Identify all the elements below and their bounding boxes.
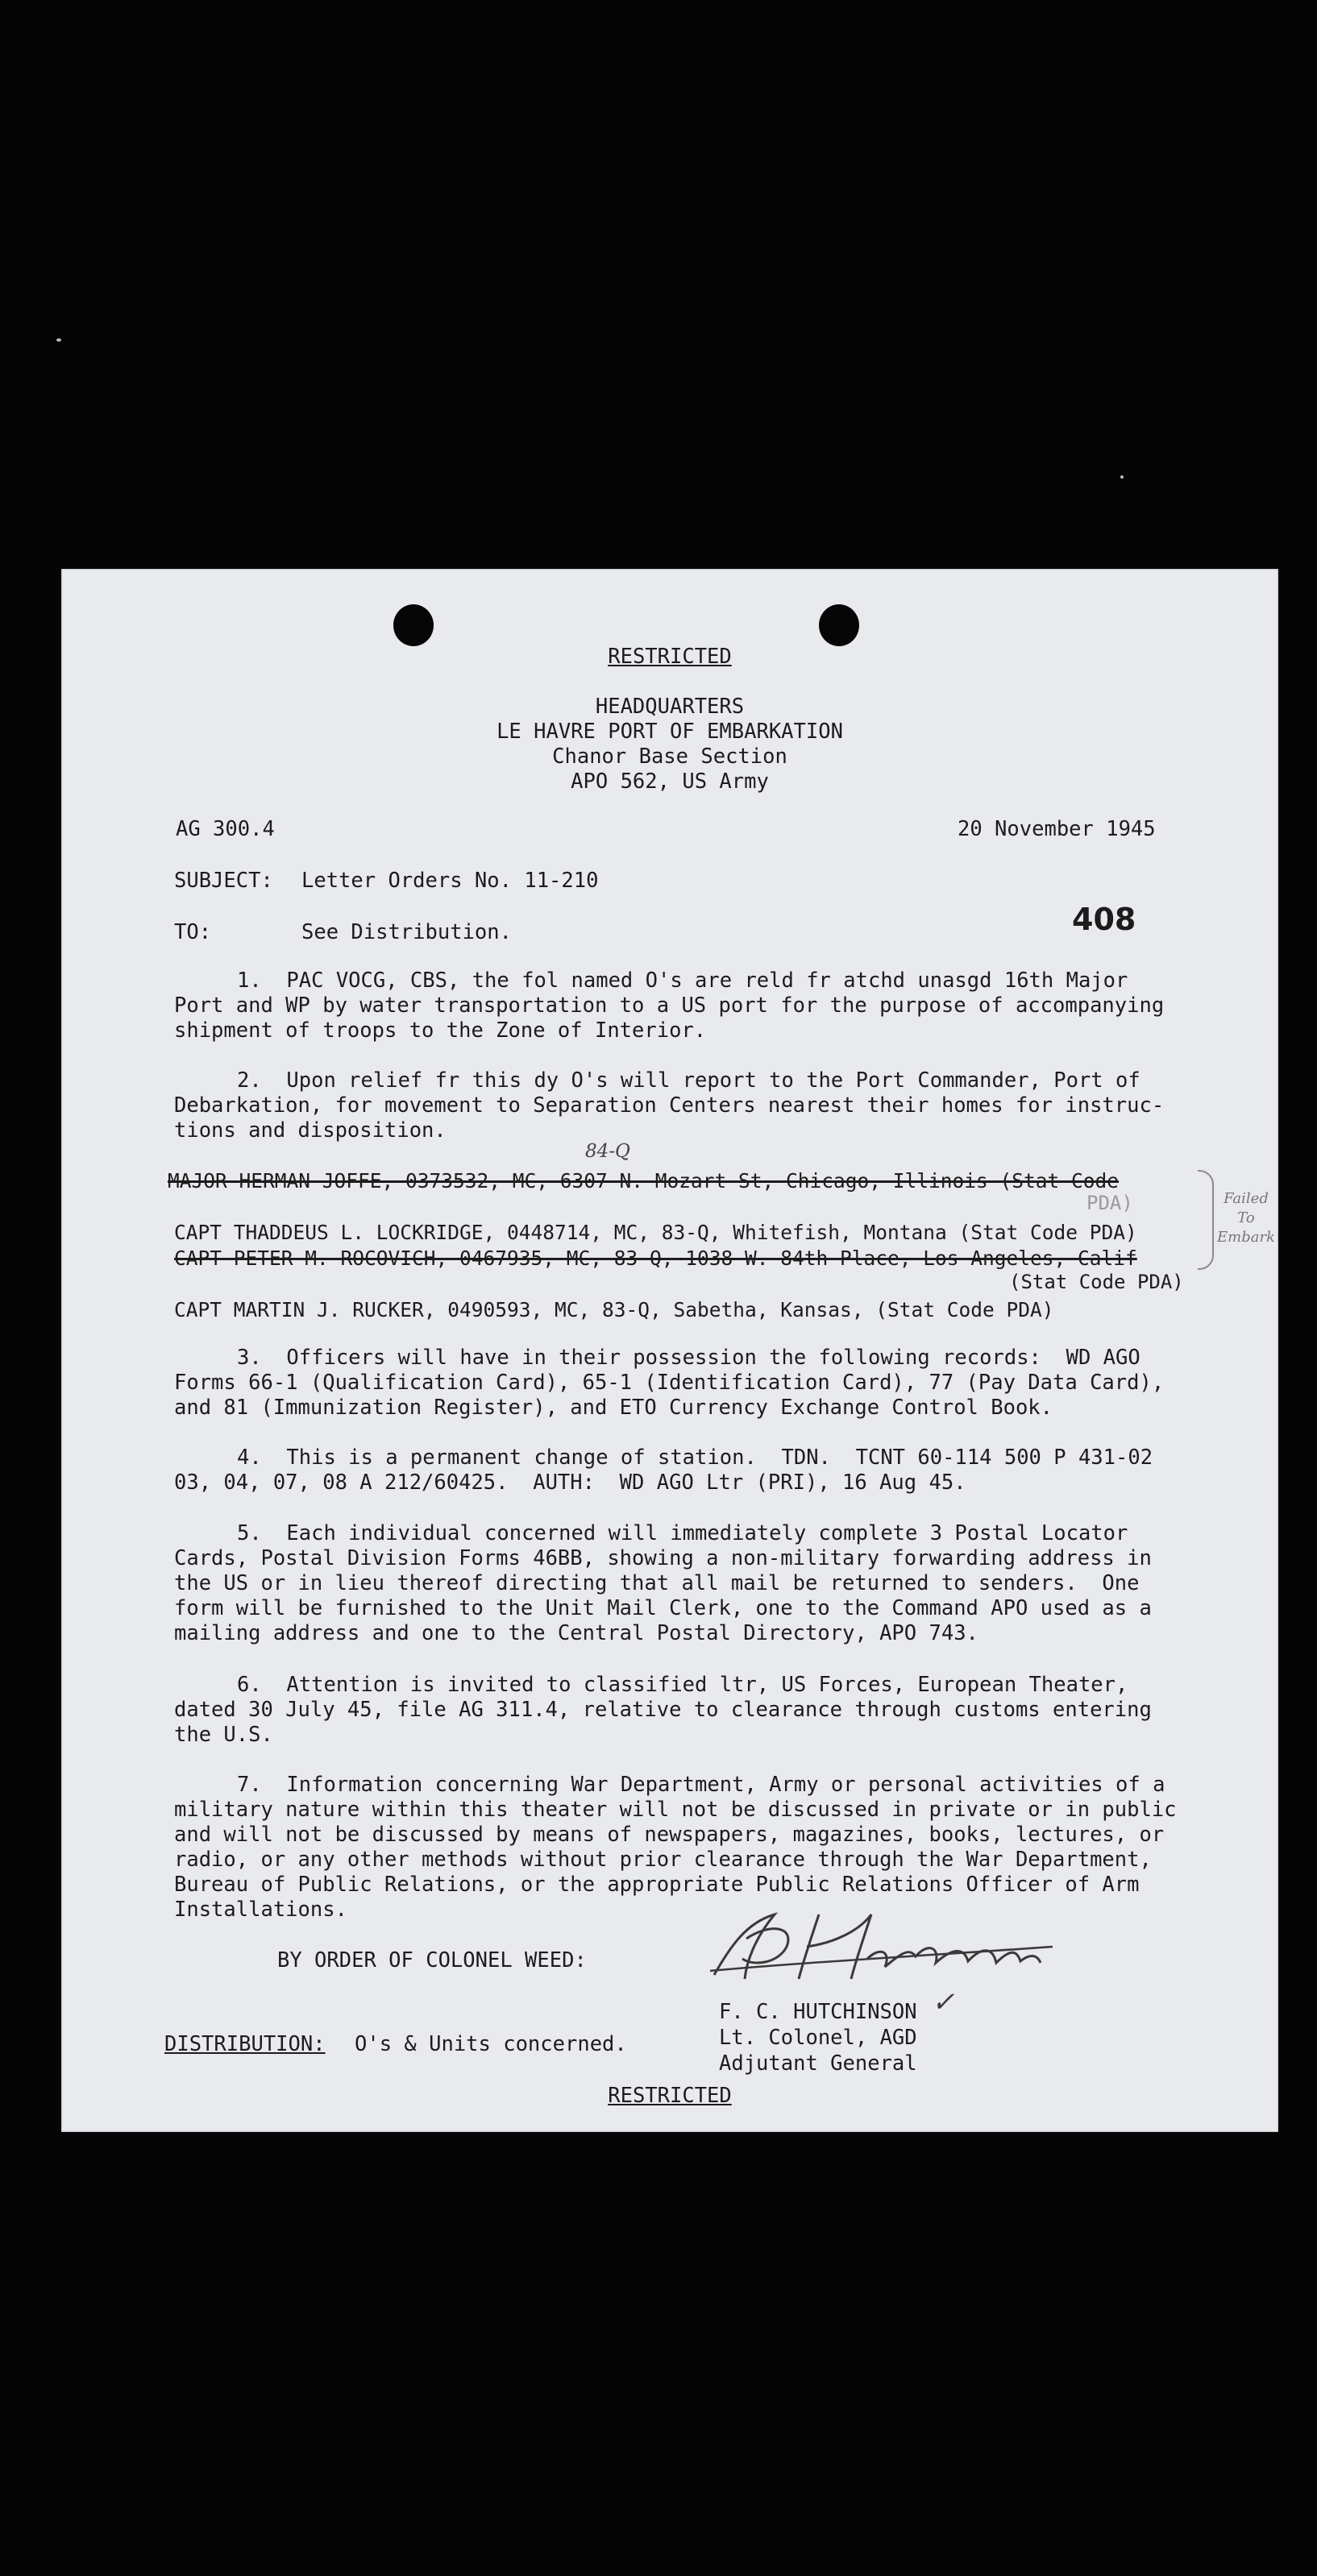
paragraph-line: Port and WP by water transportation to a US port for the purpose of accompanying: [174, 993, 1165, 1018]
paragraph-line: tions and disposition.: [174, 1118, 447, 1143]
punch-hole: [393, 604, 434, 646]
paragraph-line: 5. Each individual concerned will immediately complete 3 Postal Locator: [237, 1521, 1128, 1545]
paragraph-2: [174, 1068, 1254, 1143]
paragraph-line: 2. Upon relief fr this dy O's will report to the Port Commander, Port of: [237, 1068, 1140, 1093]
paragraph-line: and 81 (Immunization Register), and ETO Currency Exchange Control Book.: [174, 1396, 1053, 1420]
to-label: TO:: [174, 920, 212, 944]
paragraph-line: 6. Attention is invited to classified ltr, US Forces, European Theater,: [237, 1673, 1128, 1697]
letterhead-line: APO 562, US Army: [571, 769, 769, 794]
signer-rank: Lt. Colonel, AGD: [719, 2026, 917, 2050]
paragraph-line: military nature within this theater will not be discussed in private or in public: [174, 1798, 1177, 1822]
paragraph-line: Forms 66-1 (Qualification Card), 65-1 (Identification Card), 77 (Pay Data Card),: [174, 1371, 1165, 1395]
document-date: 20 November 1945: [958, 817, 1156, 841]
paragraph-line: 03, 04, 07, 08 A 212/60425. AUTH: WD AGO Ltr (PRI), 16 Aug 45.: [174, 1471, 966, 1495]
paragraph-5: [174, 1521, 1254, 1646]
paragraph-line: 4. This is a permanent change of station. TDN. TCNT 60-114 500 P 431-02: [237, 1446, 1153, 1470]
officer-entry-joffe: MAJOR HERMAN JOFFE, 0373532, MC, 6307 N. Mozart St, Chicago, Illinois (Stat Code: [168, 1169, 1120, 1193]
margin-bracket: [1198, 1170, 1214, 1270]
paragraph-line: radio, or any other methods without prior clearance through the War Department,: [174, 1848, 1152, 1872]
officer-entry-rucker: CAPT MARTIN J. RUCKER, 0490593, MC, 83-Q, Sabetha, Kansas, (Stat Code PDA): [174, 1298, 1054, 1321]
paragraph-3: [174, 1346, 1254, 1421]
officer-entry-continuation: PDA): [1086, 1192, 1133, 1214]
subject-text: Letter Orders No. 11-210: [301, 869, 599, 893]
handwritten-correction: 84-Q: [585, 1141, 630, 1162]
letterhead-line: LE HAVRE PORT OF EMBARKATION: [496, 720, 843, 744]
paragraph-4: [174, 1446, 1254, 1495]
by-order-line: BY ORDER OF COLONEL WEED:: [277, 1948, 587, 1972]
paragraph-1: [174, 969, 1254, 1043]
distribution-label: DISTRIBUTION:: [164, 2032, 326, 2056]
paragraph-line: 1. PAC VOCG, CBS, the fol named O's are reld fr atchd unasgd 16th Major: [237, 969, 1128, 993]
paragraph-line: Cards, Postal Division Forms 46BB, showing a non-military forwarding address in: [174, 1546, 1152, 1570]
officer-entry-lockridge: CAPT THADDEUS L. LOCKRIDGE, 0448714, MC, 83-Q, Whitefish, Montana (Stat Code PDA): [174, 1221, 1137, 1244]
signer-title: Adjutant General: [719, 2051, 917, 2076]
signer-name: F. C. HUTCHINSON: [719, 2000, 917, 2024]
paragraph-line: 3. Officers will have in their possession the following records: WD AGO: [237, 1346, 1140, 1370]
punch-hole: [819, 604, 859, 646]
officer-entry-rocovich: CAPT PETER M. ROCOVICH, 0467935, MC, 83-Q, 1038 W. 84th Place, Los Angeles, Calif: [174, 1247, 1137, 1270]
paragraph-line: Debarkation, for movement to Separation Centers nearest their homes for instruc-: [174, 1093, 1165, 1118]
margin-note-line: To: [1237, 1209, 1255, 1226]
document-page: [61, 569, 1278, 2132]
paragraph-line: Installations.: [174, 1898, 347, 1922]
paragraph-line: shipment of troops to the Zone of Interior.: [174, 1018, 707, 1043]
officer-entry-continuation: (Stat Code PDA): [1009, 1271, 1184, 1293]
paragraph-line: mailing address and one to the Central Postal Directory, APO 743.: [174, 1621, 978, 1645]
paragraph-line: and will not be discussed by means of newspapers, magazines, books, lectures, or: [174, 1823, 1165, 1847]
paragraph-line: Bureau of Public Relations, or the appropriate Public Relations Officer of Arm: [174, 1873, 1140, 1897]
paragraph-6: [174, 1673, 1254, 1748]
paragraph-line: form will be furnished to the Unit Mail Clerk, one to the Command APO used as a: [174, 1596, 1152, 1620]
to-text: See Distribution.: [301, 920, 512, 944]
subject-label: SUBJECT:: [174, 869, 273, 893]
handwritten-signature: [698, 1898, 1085, 1987]
order-number: 408: [1072, 902, 1136, 937]
paragraph-line: dated 30 July 45, file AG 311.4, relative to clearance through customs entering: [174, 1698, 1152, 1722]
paragraph-line: the U.S.: [174, 1723, 273, 1747]
paragraph-line: 7. Information concerning War Department, Army or personal activities of a: [237, 1773, 1165, 1797]
letterhead-line: HEADQUARTERS: [595, 695, 745, 719]
classification-top: RESTRICTED: [608, 645, 732, 669]
distribution-text: O's & Units concerned.: [355, 2032, 627, 2056]
initials-mark: ✓: [932, 1986, 955, 2018]
margin-note: [1217, 1189, 1275, 1247]
file-reference: AG 300.4: [176, 817, 275, 841]
letterhead-line: Chanor Base Section: [552, 745, 787, 769]
paragraph-line: the US or in lieu thereof directing that all mail be returned to senders. One: [174, 1571, 1140, 1595]
margin-note-line: Failed: [1224, 1190, 1269, 1207]
margin-note-line: Embark: [1217, 1229, 1275, 1246]
classification-bottom: RESTRICTED: [608, 2084, 732, 2108]
